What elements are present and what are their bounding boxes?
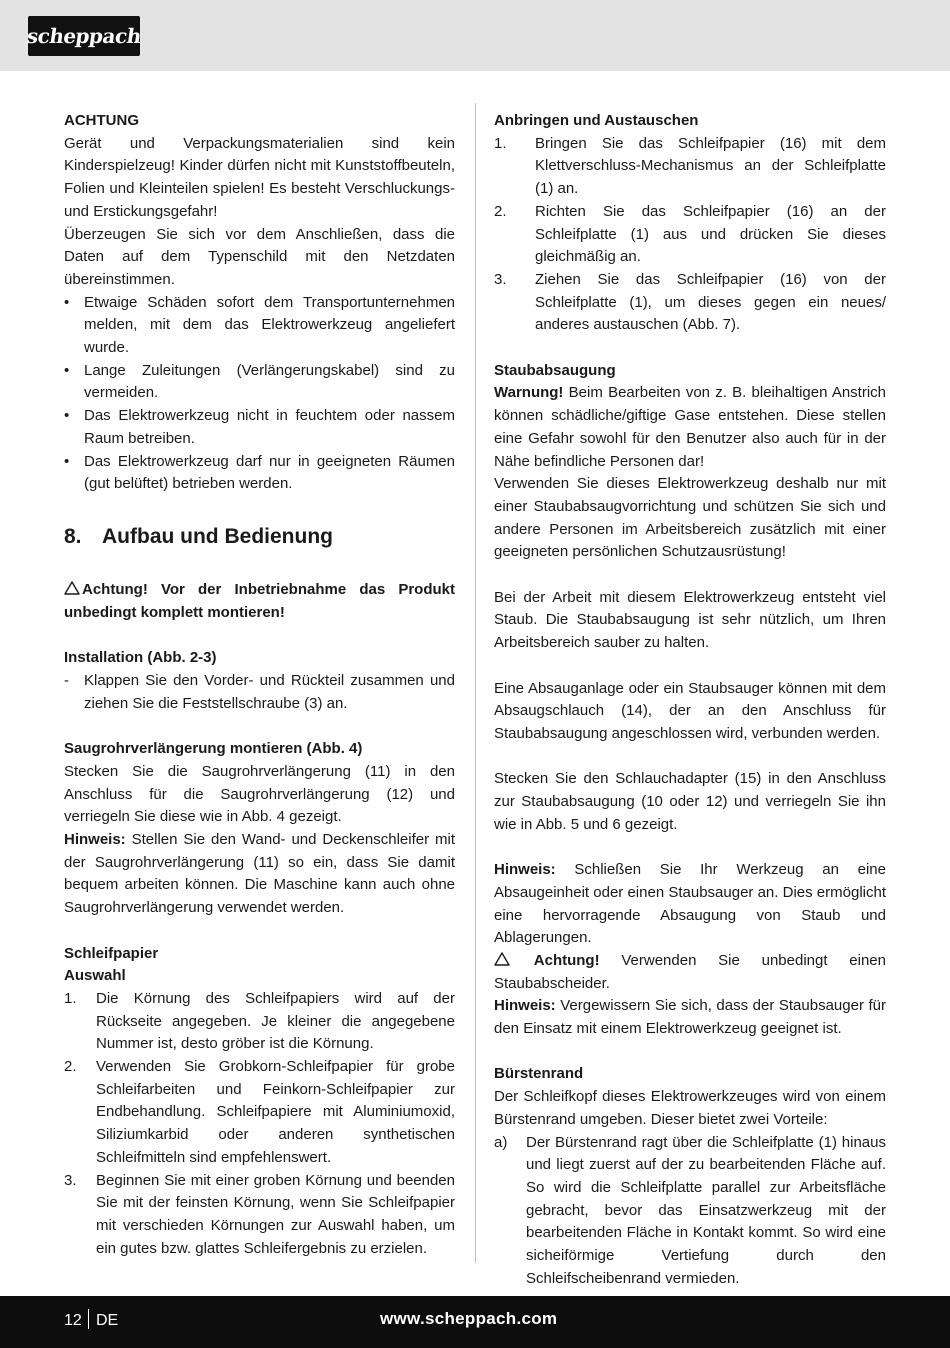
numbered-item — [64, 988, 455, 1056]
logo-text: scheppach — [25, 23, 143, 48]
hinweis-label: Hinweis: — [494, 997, 556, 1015]
bullet-marker: • — [64, 293, 70, 311]
bullet-item — [64, 360, 455, 405]
numbered-item-text: Richten Sie das Schleifpapier (16) an der Schleifplatte (1) aus und drücken Sie dieses gleichmäßig an. — [535, 202, 886, 266]
numbered-item — [494, 133, 886, 201]
installation-heading: Installation (Abb. 2-3) — [64, 649, 217, 667]
absaug-paragraph: Eine Absauganlage oder ein Staubsauger können mit dem Absaugschlauch (14), der an den Anschluss für Staubabsaugung angeschlossen wird, verbunden werden. — [494, 679, 886, 742]
bullet-text: Etwaige Schäden sofort dem Transportunternehmen melden, mit dem das Elektrowerkzeug angeliefert wurde. — [84, 293, 455, 357]
bullet-item — [64, 451, 455, 496]
numbered-item-text: Verwenden Sie Grobkorn-Schleifpapier für grobe Schleifarbeiten und Feinkorn-Schleifpapier zur Endbehandlung. Schleifpapiere mit Aluminiumoxid, Siliziumkarbid oder anderen synthetischen Schleifmitteln sind empfehlenswert. — [96, 1058, 455, 1166]
hinweis-paragraph — [494, 995, 886, 1040]
staubabsaugung-heading: Staubabsaugung — [494, 361, 616, 379]
footer-separator — [88, 1309, 89, 1329]
item-letter: a) — [494, 1133, 508, 1151]
item-number: 2. — [64, 1058, 77, 1076]
item-number: 3. — [64, 1171, 77, 1189]
bullet-text: Das Elektrowerkzeug nicht in feuchtem oder nassem Raum betreiben. — [84, 407, 455, 447]
right-column — [494, 110, 886, 1290]
section-number: 8. — [64, 524, 82, 548]
auswahl-heading: Auswahl — [64, 967, 126, 985]
achtung-text: Gerät und Verpackungsmaterialien sind kein Kinderspielzeug! Kinder dürfen nicht mit Kunststoffbeuteln, Folien und Kleinteilen spielen! Es besteht Verschluckungs- und Erstickungsgefahr! — [64, 134, 455, 220]
warning-text: Achtung! Vor der Inbetriebnahme das Produkt unbedingt komplett montieren! — [64, 581, 455, 622]
saugrohr-heading: Saugrohrverlängerung montieren (Abb. 4) — [64, 740, 363, 758]
numbered-item-text: Bringen Sie das Schleifpapier (16) mit dem Klettverschluss-Mechanismus an der Schleifplatte (1) an. — [535, 134, 886, 198]
numbered-item-text: Ziehen Sie das Schleifpapier (16) von der Schleifplatte (1), um dieses gegen ein neues/ anderes austauschen (Abb. 7). — [535, 270, 886, 334]
achtung-heading: ACHTUNG — [64, 112, 139, 129]
bullet-marker: • — [64, 407, 70, 425]
dash-marker: - — [64, 672, 69, 690]
warnung-label: Warnung! — [494, 384, 564, 402]
hinweis-text: Vergewissern Sie sich, dass der Staubsauger für den Einsatz mit einem Elektrowerkzeug geeignet ist. — [494, 997, 886, 1038]
achtung-label: Achtung! — [533, 951, 600, 969]
numbered-item — [494, 269, 886, 337]
buerstenrand-text: Der Schleifkopf dieses Elektrowerkzeuges wird von einem Bürstenrand umgeben. Dieser bietet zwei Vorteile: — [494, 1088, 886, 1128]
bullet-text: Das Elektrowerkzeug darf nur in geeigneten Räumen (gut belüftet) betrieben werden. — [84, 452, 455, 493]
item-number: 3. — [494, 270, 507, 288]
bullet-marker: • — [64, 452, 70, 470]
dash-item — [64, 670, 455, 715]
achtung-paragraph — [494, 950, 886, 995]
section-heading — [64, 523, 455, 557]
header-bar — [0, 0, 950, 71]
saugrohr-text: Stecken Sie die Saugrohrverlängerung (11) in den Anschluss für die Saugrohrverlängerung (12) und verriegeln Sie diese wie in Abb. 4 gezeigt. — [64, 762, 455, 826]
hinweis-text: Stellen Sie den Wand- und Deckenschleifer mit der Saugrohrverlängerung (11) so ein, dass Sie damit bequem arbeiten können. Die Maschine kann auch ohne Saugrohrverlängerung verwendet werden. — [64, 831, 456, 917]
footer-bar — [0, 1296, 950, 1348]
warning-triangle-icon — [64, 581, 80, 595]
staub-paragraph: Bei der Arbeit mit diesem Elektrowerkzeug entsteht viel Staub. Die Staubabsaugung ist sehr nützlich, um Ihren Arbeitsbereich sauber zu halten. — [494, 588, 886, 652]
warning-note — [64, 579, 455, 624]
schleifpapier-heading: Schleifpapier — [64, 944, 159, 962]
item-number: 1. — [494, 134, 507, 152]
dash-item-text: Klappen Sie den Vorder- und Rückteil zusammen und ziehen Sie die Feststellschraube (3) an. — [84, 672, 455, 712]
hinweis-label: Hinweis: — [494, 861, 556, 879]
numbered-item — [64, 1170, 455, 1261]
numbered-item-text: Die Körnung des Schleifpapiers wird auf der Rückseite angegeben. Je kleiner die angegebene Nummer ist, desto gröber ist die Körnung. — [96, 989, 455, 1053]
website-link[interactable]: www.scheppach.com — [380, 1309, 558, 1328]
lettered-item — [494, 1132, 886, 1291]
check-text: Überzeugen Sie sich vor dem Anschließen, dass die Daten auf dem Typenschild mit den Netzdaten übereinstimmen. — [64, 225, 455, 288]
achtung-text: Verwenden Sie unbedingt einen Staubabscheider. — [494, 951, 886, 992]
bullet-item — [64, 405, 455, 450]
hinweis-paragraph — [494, 859, 886, 950]
anbringen-heading: Anbringen und Austauschen — [494, 112, 699, 129]
lettered-item-text: Der Bürstenrand ragt über die Schleifplatte (1) hinaus und liegt zuerst auf der zu bearbeitenden Fläche auf. So wird die Schleifplatte parallel zur Arbeitsfläche gebracht, bevor das Einsatzwerkzeug mit der bearbeitenden Fläche in Kontakt kommt. So wird eine sicheiförmige Vertiefung durch den Schleifscheibenrand vermieden. — [526, 1133, 886, 1287]
left-column — [64, 110, 455, 1260]
language-code: DE — [96, 1312, 119, 1329]
warnung-text: Beim Bearbeiten von z. B. bleihaltigen Anstrich können schädliche/giftige Gase entstehen. Diese stellen eine Gefahr sowohl für den Benutzer also auch für in der Nähe befindliche Personen dar! — [494, 384, 887, 470]
hinweis-label: Hinweis: — [64, 831, 126, 849]
bullet-text: Lange Zuleitungen (Verlängerungskabel) sind zu vermeiden. — [84, 361, 455, 402]
section-title: Aufbau und Bedienung — [102, 524, 333, 548]
item-number: 1. — [64, 989, 77, 1007]
staub-warning-paragraph — [494, 382, 886, 473]
scheppach-logo — [25, 16, 143, 56]
column-divider — [475, 103, 476, 1263]
warning-triangle-icon — [494, 952, 510, 966]
buerstenrand-heading: Bürstenrand — [494, 1065, 584, 1083]
bullet-item — [64, 292, 455, 360]
numbered-item-text: Beginnen Sie mit einer groben Körnung und beenden Sie mit der feinsten Körnung, wenn Sie Schleifpapier mit verschieden Körnungen zur Auswahl haben, um ein gutes bzw. glattes Schleifergebnis zu erzielen. — [96, 1171, 455, 1257]
page-number: 12 — [64, 1312, 82, 1329]
bullet-marker: • — [64, 361, 70, 379]
hinweis-text: Schließen Sie Ihr Werkzeug an eine Absaugeinheit oder einen Staubsauger an. Dies ermöglicht eine hervorragende Absaugung von Staub und Ablagerungen. — [494, 861, 886, 947]
numbered-item — [494, 201, 886, 269]
hinweis-paragraph — [64, 829, 455, 920]
numbered-item — [64, 1056, 455, 1170]
item-number: 2. — [494, 202, 507, 220]
adapter-paragraph: Stecken Sie den Schlauchadapter (15) in den Anschluss zur Staubabsaugung (10 oder 12) und verriegeln Sie ihn wie in Abb. 5 und 6 gezeigt. — [494, 770, 886, 833]
staub-text: Verwenden Sie dieses Elektrowerkzeug deshalb nur mit einer Staubabsaugvorrichtung und schützen Sie sich und andere Personen im Arbeitsbereich zusätzlich mit einer geeigneten persönlichen Schutzausrüstung! — [494, 475, 886, 561]
